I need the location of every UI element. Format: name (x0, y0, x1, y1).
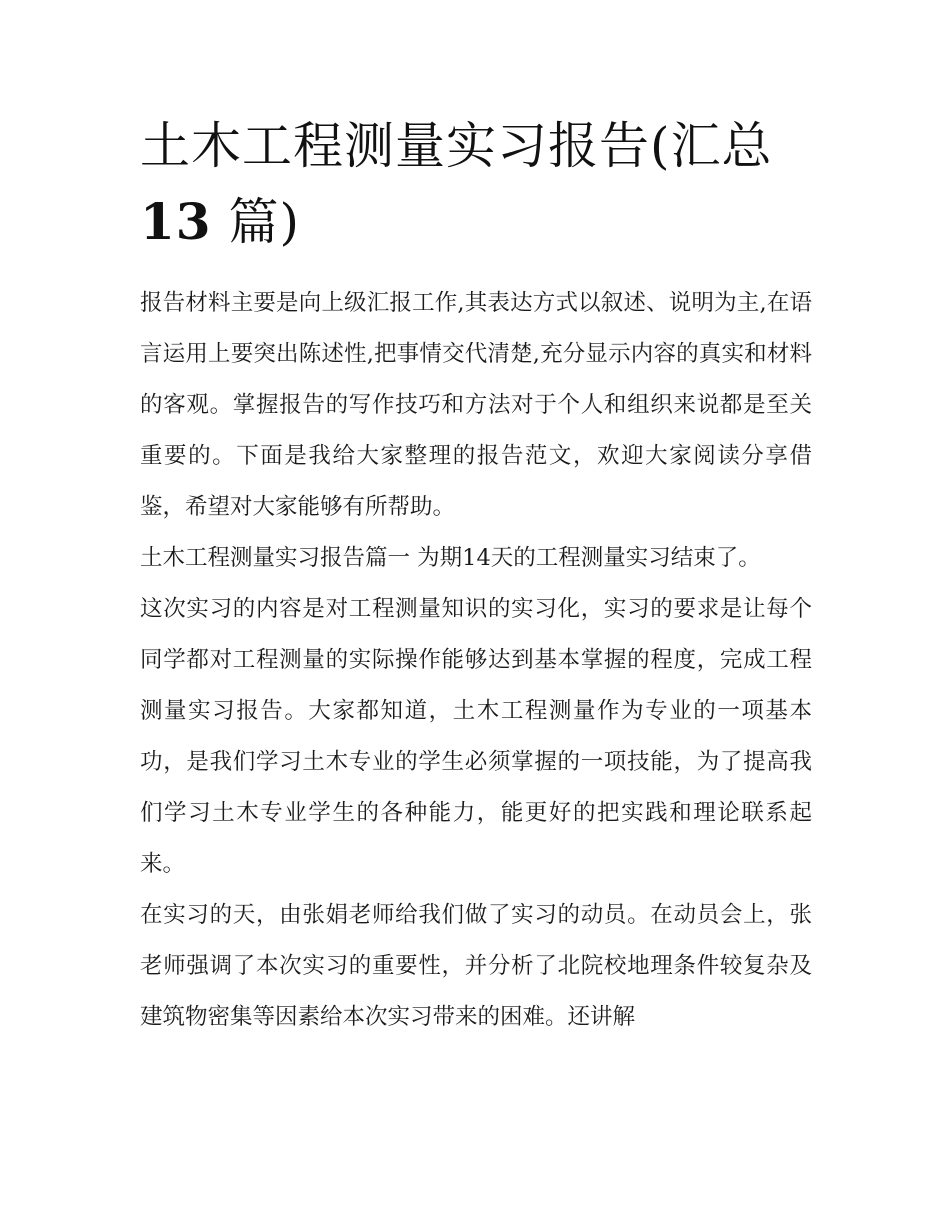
document-page (140, 108, 812, 1043)
body-paragraph: 这次实习的内容是对工程测量知识的实习化，实习的要求是让每个同学都对工程测量的实际操作能够达到基本掌握的程度，完成工程测量实习报告。大家都知道，土木工程测量作为专业的一项基本功，是我们学习土木专业的学生必须掌握的一项技能，为了提高我们学习土木专业学生的各种能力，能更好的把实践和理论联系起来。 (140, 596, 812, 877)
document-title (140, 108, 812, 260)
body-paragraph: 在实习的天，由张娟老师给我们做了实习的动员。在动员会上，张老师强调了本次实习的重要性，并分析了北院校地理条件较复杂及建筑物密集等因素给本次实习带来的困难。还讲解 (140, 902, 812, 1030)
title-number: 13 (140, 192, 212, 251)
title-text: 土木工程测量实习报告(汇总 (140, 117, 773, 175)
intro-paragraph: 报告材料主要是向上级汇报工作,其表达方式以叙述、说明为主,在语言运用上要突出陈述性,把事情交代清楚,充分显示内容的真实和材料的客观。掌握报告的写作技巧和方法对于个人和组织来说都是至关重要的。下面是我给大家整理的报告范文，欢迎大家阅读分享借鉴，希望对大家能够有所帮助。 (140, 290, 812, 520)
section-heading-paragraph: 土木工程测量实习报告篇一 为期14天的工程测量实习结束了。 (140, 545, 761, 571)
title-suffix: 篇) (228, 193, 301, 251)
